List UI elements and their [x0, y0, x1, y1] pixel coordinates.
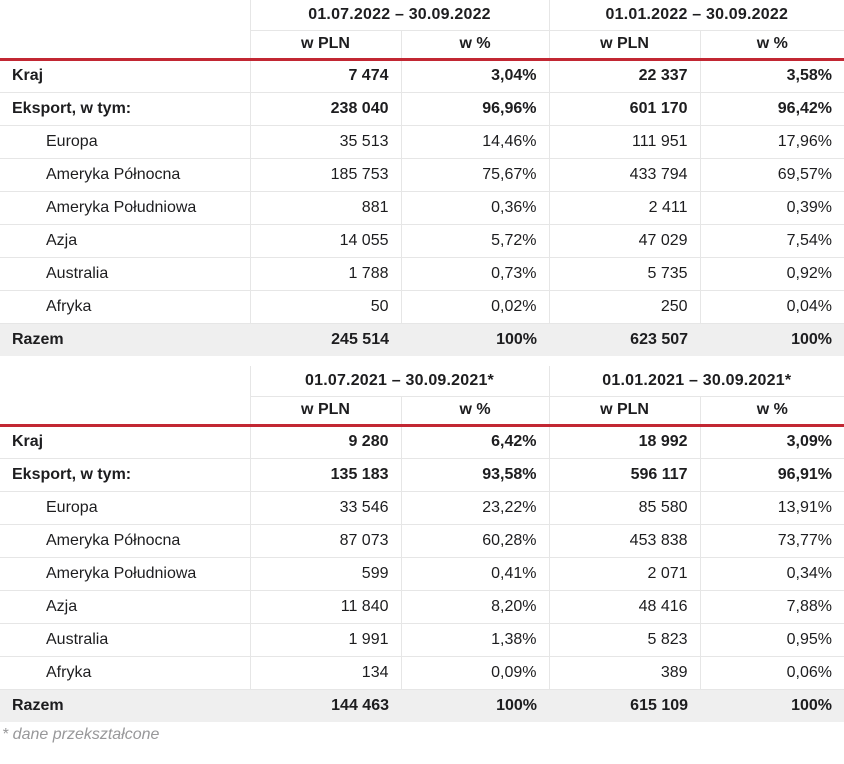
value-cell: 93,58%: [401, 458, 549, 491]
value-cell: 7,54%: [700, 224, 844, 257]
table-row: [0, 524, 844, 557]
period-header: 01.01.2021 – 30.09.2021*: [549, 366, 844, 396]
unit-header: w PLN: [549, 396, 700, 425]
total-row: [0, 323, 844, 356]
value-cell: 48 416: [549, 590, 700, 623]
row-label: Razem: [0, 689, 250, 722]
unit-header: w %: [401, 30, 549, 59]
value-cell: 87 073: [250, 524, 401, 557]
value-cell: 73,77%: [700, 524, 844, 557]
row-label: Ameryka Południowa: [0, 191, 250, 224]
row-label: Eksport, w tym:: [0, 458, 250, 491]
value-cell: 433 794: [549, 158, 700, 191]
table-row: [0, 623, 844, 656]
value-cell: 14 055: [250, 224, 401, 257]
corner-cell: [0, 30, 250, 59]
value-cell: 17,96%: [700, 125, 844, 158]
table-row: [0, 158, 844, 191]
value-cell: 615 109: [549, 689, 700, 722]
value-cell: 96,91%: [700, 458, 844, 491]
total-row: [0, 689, 844, 722]
row-label: Europa: [0, 125, 250, 158]
period-header: 01.07.2021 – 30.09.2021*: [250, 366, 549, 396]
value-cell: 245 514: [250, 323, 401, 356]
table-row: [0, 590, 844, 623]
value-cell: 100%: [401, 689, 549, 722]
value-cell: 75,67%: [401, 158, 549, 191]
table-row: [0, 125, 844, 158]
value-cell: 3,58%: [700, 59, 844, 92]
value-cell: 33 546: [250, 491, 401, 524]
value-cell: 7,88%: [700, 590, 844, 623]
value-cell: 0,02%: [401, 290, 549, 323]
value-cell: 389: [549, 656, 700, 689]
value-cell: 6,42%: [401, 425, 549, 458]
value-cell: 96,96%: [401, 92, 549, 125]
value-cell: 1 788: [250, 257, 401, 290]
table-row: [0, 656, 844, 689]
value-cell: 250: [549, 290, 700, 323]
corner-cell: [0, 366, 250, 396]
period-header: 01.07.2022 – 30.09.2022: [250, 0, 549, 30]
period-table-block-2021: [0, 366, 844, 722]
row-label: Afryka: [0, 656, 250, 689]
value-cell: 22 337: [549, 59, 700, 92]
value-cell: 5 735: [549, 257, 700, 290]
value-cell: 0,39%: [700, 191, 844, 224]
value-cell: 3,09%: [700, 425, 844, 458]
unit-header: w PLN: [549, 30, 700, 59]
row-label: Razem: [0, 323, 250, 356]
value-cell: 7 474: [250, 59, 401, 92]
value-cell: 0,34%: [700, 557, 844, 590]
value-cell: 238 040: [250, 92, 401, 125]
value-cell: 69,57%: [700, 158, 844, 191]
value-cell: 13,91%: [700, 491, 844, 524]
value-cell: 100%: [700, 689, 844, 722]
value-cell: 0,41%: [401, 557, 549, 590]
row-label: Kraj: [0, 425, 250, 458]
report-table-2021: [0, 366, 844, 722]
value-cell: 60,28%: [401, 524, 549, 557]
period-header: 01.01.2022 – 30.09.2022: [549, 0, 844, 30]
value-cell: 50: [250, 290, 401, 323]
corner-cell: [0, 0, 250, 30]
value-cell: 599: [250, 557, 401, 590]
table-row: [0, 224, 844, 257]
row-label: Europa: [0, 491, 250, 524]
value-cell: 14,46%: [401, 125, 549, 158]
value-cell: 0,36%: [401, 191, 549, 224]
value-cell: 2 071: [549, 557, 700, 590]
value-cell: 0,09%: [401, 656, 549, 689]
row-label: Australia: [0, 623, 250, 656]
report-table-2022: [0, 0, 844, 356]
table-row: [0, 458, 844, 491]
value-cell: 185 753: [250, 158, 401, 191]
row-label: Azja: [0, 590, 250, 623]
value-cell: 100%: [700, 323, 844, 356]
value-cell: 0,04%: [700, 290, 844, 323]
table-row: [0, 191, 844, 224]
unit-header: w PLN: [250, 396, 401, 425]
value-cell: 1,38%: [401, 623, 549, 656]
value-cell: 144 463: [250, 689, 401, 722]
unit-header: w %: [700, 30, 844, 59]
row-label: Ameryka Północna: [0, 158, 250, 191]
period-table-block-2022: [0, 0, 844, 356]
value-cell: 111 951: [549, 125, 700, 158]
value-cell: 881: [250, 191, 401, 224]
value-cell: 3,04%: [401, 59, 549, 92]
value-cell: 596 117: [549, 458, 700, 491]
table-row: [0, 92, 844, 125]
value-cell: 96,42%: [700, 92, 844, 125]
value-cell: 1 991: [250, 623, 401, 656]
unit-header-row: [0, 30, 844, 59]
table-row: [0, 290, 844, 323]
value-cell: 453 838: [549, 524, 700, 557]
row-label: Afryka: [0, 290, 250, 323]
value-cell: 623 507: [549, 323, 700, 356]
table-row: [0, 257, 844, 290]
table-row: [0, 425, 844, 458]
value-cell: 0,73%: [401, 257, 549, 290]
corner-cell: [0, 396, 250, 425]
value-cell: 47 029: [549, 224, 700, 257]
value-cell: 100%: [401, 323, 549, 356]
value-cell: 85 580: [549, 491, 700, 524]
value-cell: 8,20%: [401, 590, 549, 623]
table-row: [0, 491, 844, 524]
value-cell: 23,22%: [401, 491, 549, 524]
row-label: Eksport, w tym:: [0, 92, 250, 125]
unit-header: w %: [401, 396, 549, 425]
footnote: * dane przekształcone: [2, 726, 160, 743]
value-cell: 0,92%: [700, 257, 844, 290]
unit-header: w %: [700, 396, 844, 425]
unit-header-row: [0, 396, 844, 425]
row-label: Ameryka Północna: [0, 524, 250, 557]
row-label: Azja: [0, 224, 250, 257]
row-label: Ameryka Południowa: [0, 557, 250, 590]
value-cell: 35 513: [250, 125, 401, 158]
value-cell: 0,95%: [700, 623, 844, 656]
table-row: [0, 59, 844, 92]
value-cell: 5 823: [549, 623, 700, 656]
row-label: Australia: [0, 257, 250, 290]
unit-header: w PLN: [250, 30, 401, 59]
period-header-row: [0, 366, 844, 396]
value-cell: 0,06%: [700, 656, 844, 689]
row-label: Kraj: [0, 59, 250, 92]
value-cell: 601 170: [549, 92, 700, 125]
value-cell: 134: [250, 656, 401, 689]
value-cell: 11 840: [250, 590, 401, 623]
value-cell: 18 992: [549, 425, 700, 458]
value-cell: 5,72%: [401, 224, 549, 257]
value-cell: 2 411: [549, 191, 700, 224]
table-row: [0, 557, 844, 590]
value-cell: 135 183: [250, 458, 401, 491]
period-header-row: [0, 0, 844, 30]
value-cell: 9 280: [250, 425, 401, 458]
